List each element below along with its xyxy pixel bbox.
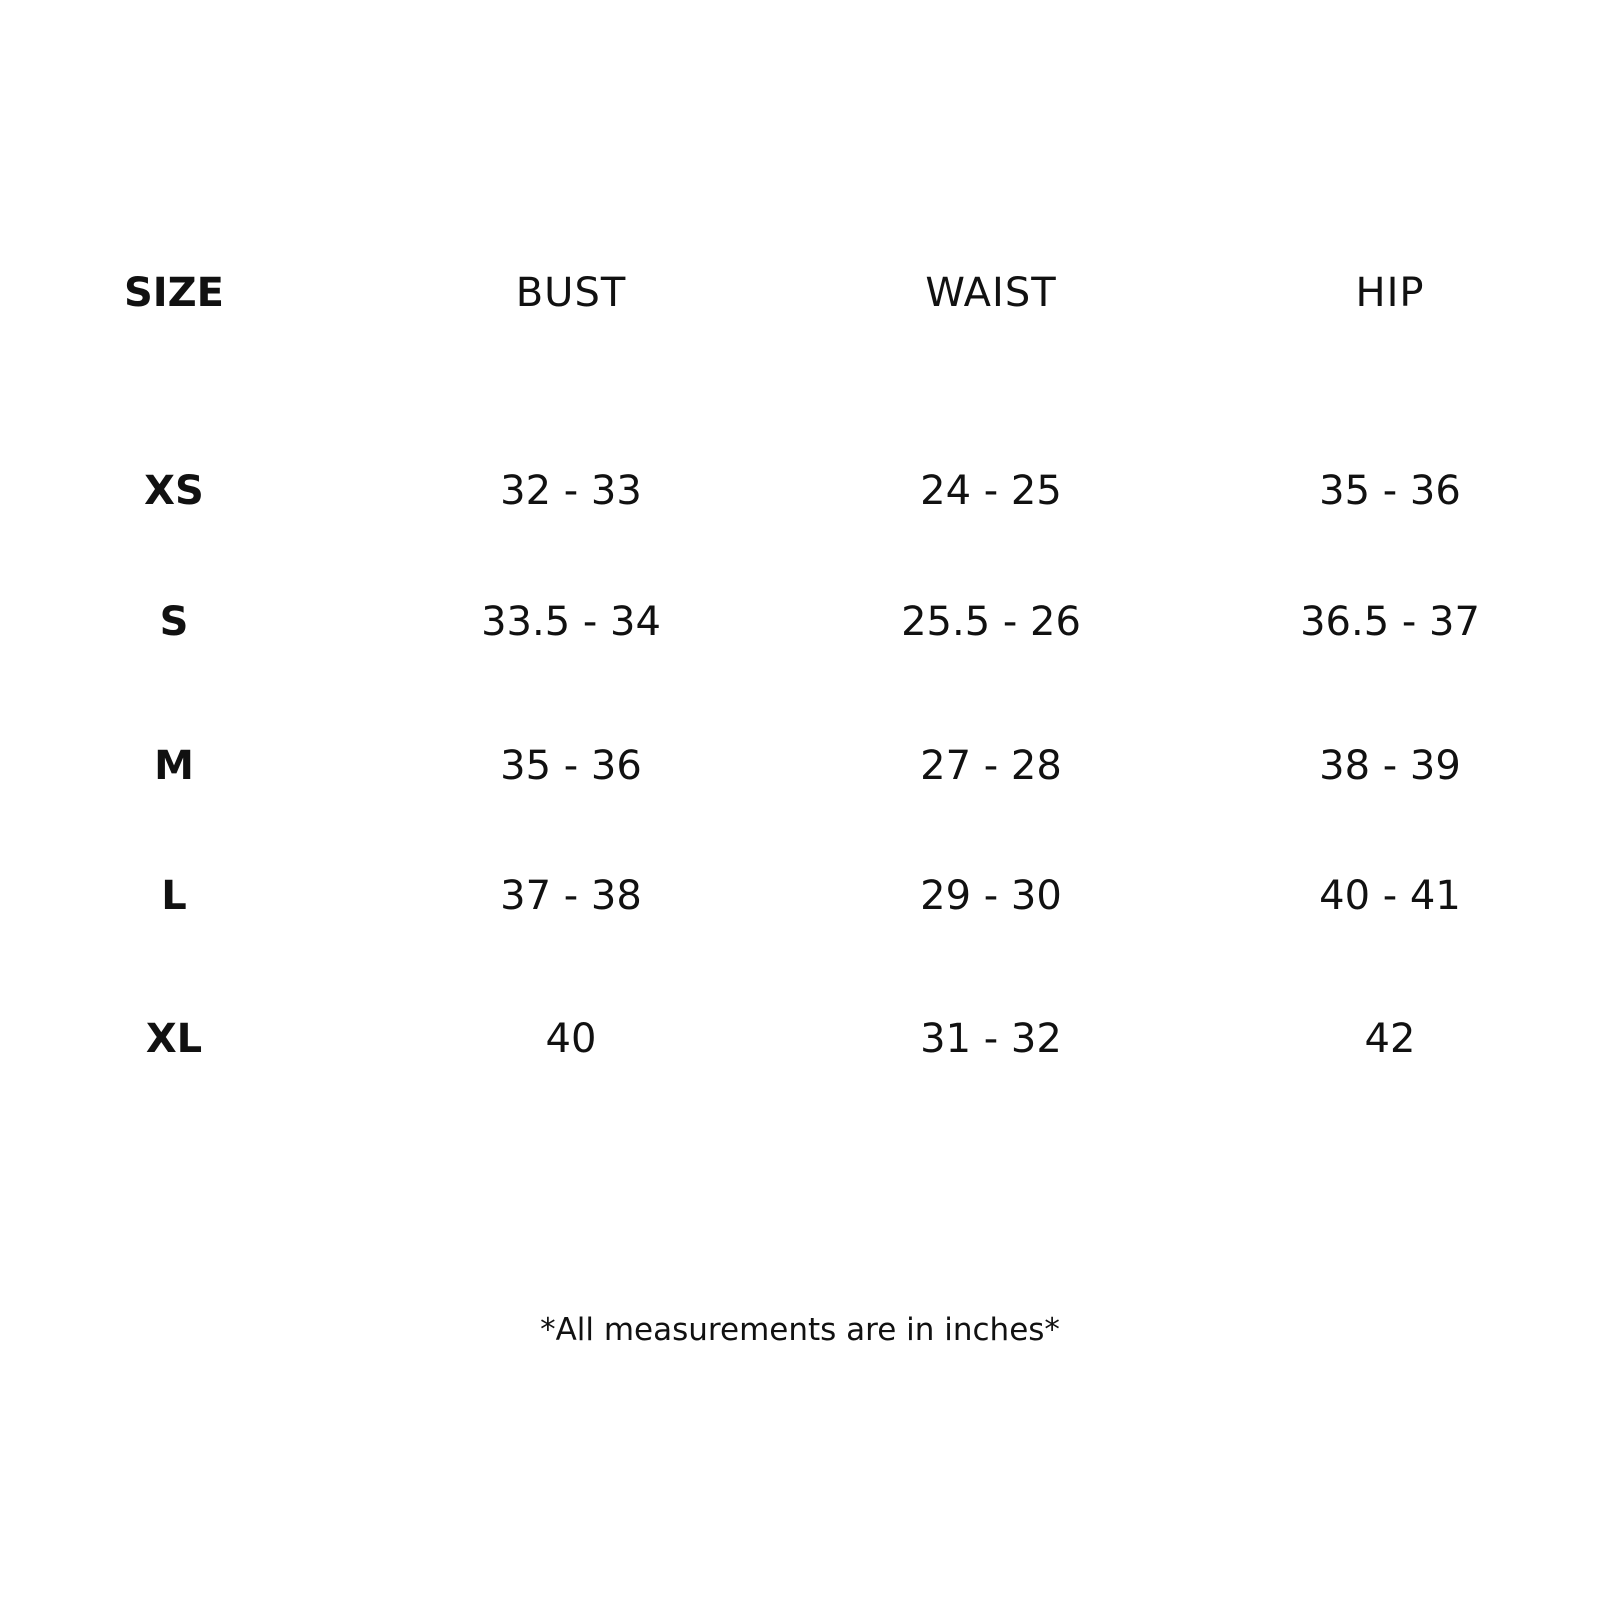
row-s-hip: 36.5 - 37 xyxy=(1300,599,1480,645)
row-xs-size: XS xyxy=(144,468,204,514)
row-xl-size: XL xyxy=(145,1016,203,1062)
row-xs-hip: 35 - 36 xyxy=(1319,468,1461,514)
row-m-bust: 35 - 36 xyxy=(500,743,642,789)
row-xs-bust: 32 - 33 xyxy=(500,468,642,514)
row-xs-waist: 24 - 25 xyxy=(920,468,1062,514)
row-xl-bust: 40 xyxy=(545,1016,597,1062)
row-m-size: M xyxy=(154,743,194,789)
row-m-waist: 27 - 28 xyxy=(920,743,1062,789)
header-bust: BUST xyxy=(515,270,627,316)
row-l-size: L xyxy=(161,873,187,919)
row-m-hip: 38 - 39 xyxy=(1319,743,1461,789)
header-waist: WAIST xyxy=(925,270,1057,316)
measurement-note: *All measurements are in inches* xyxy=(540,1312,1060,1348)
header-hip: HIP xyxy=(1355,270,1425,316)
row-s-bust: 33.5 - 34 xyxy=(481,599,661,645)
row-xl-hip: 42 xyxy=(1364,1016,1416,1062)
row-s-waist: 25.5 - 26 xyxy=(901,599,1081,645)
row-l-bust: 37 - 38 xyxy=(500,873,642,919)
row-xl-waist: 31 - 32 xyxy=(920,1016,1062,1062)
row-l-hip: 40 - 41 xyxy=(1319,873,1461,919)
header-size: SIZE xyxy=(123,270,225,316)
row-l-waist: 29 - 30 xyxy=(920,873,1062,919)
row-s-size: S xyxy=(159,599,189,645)
